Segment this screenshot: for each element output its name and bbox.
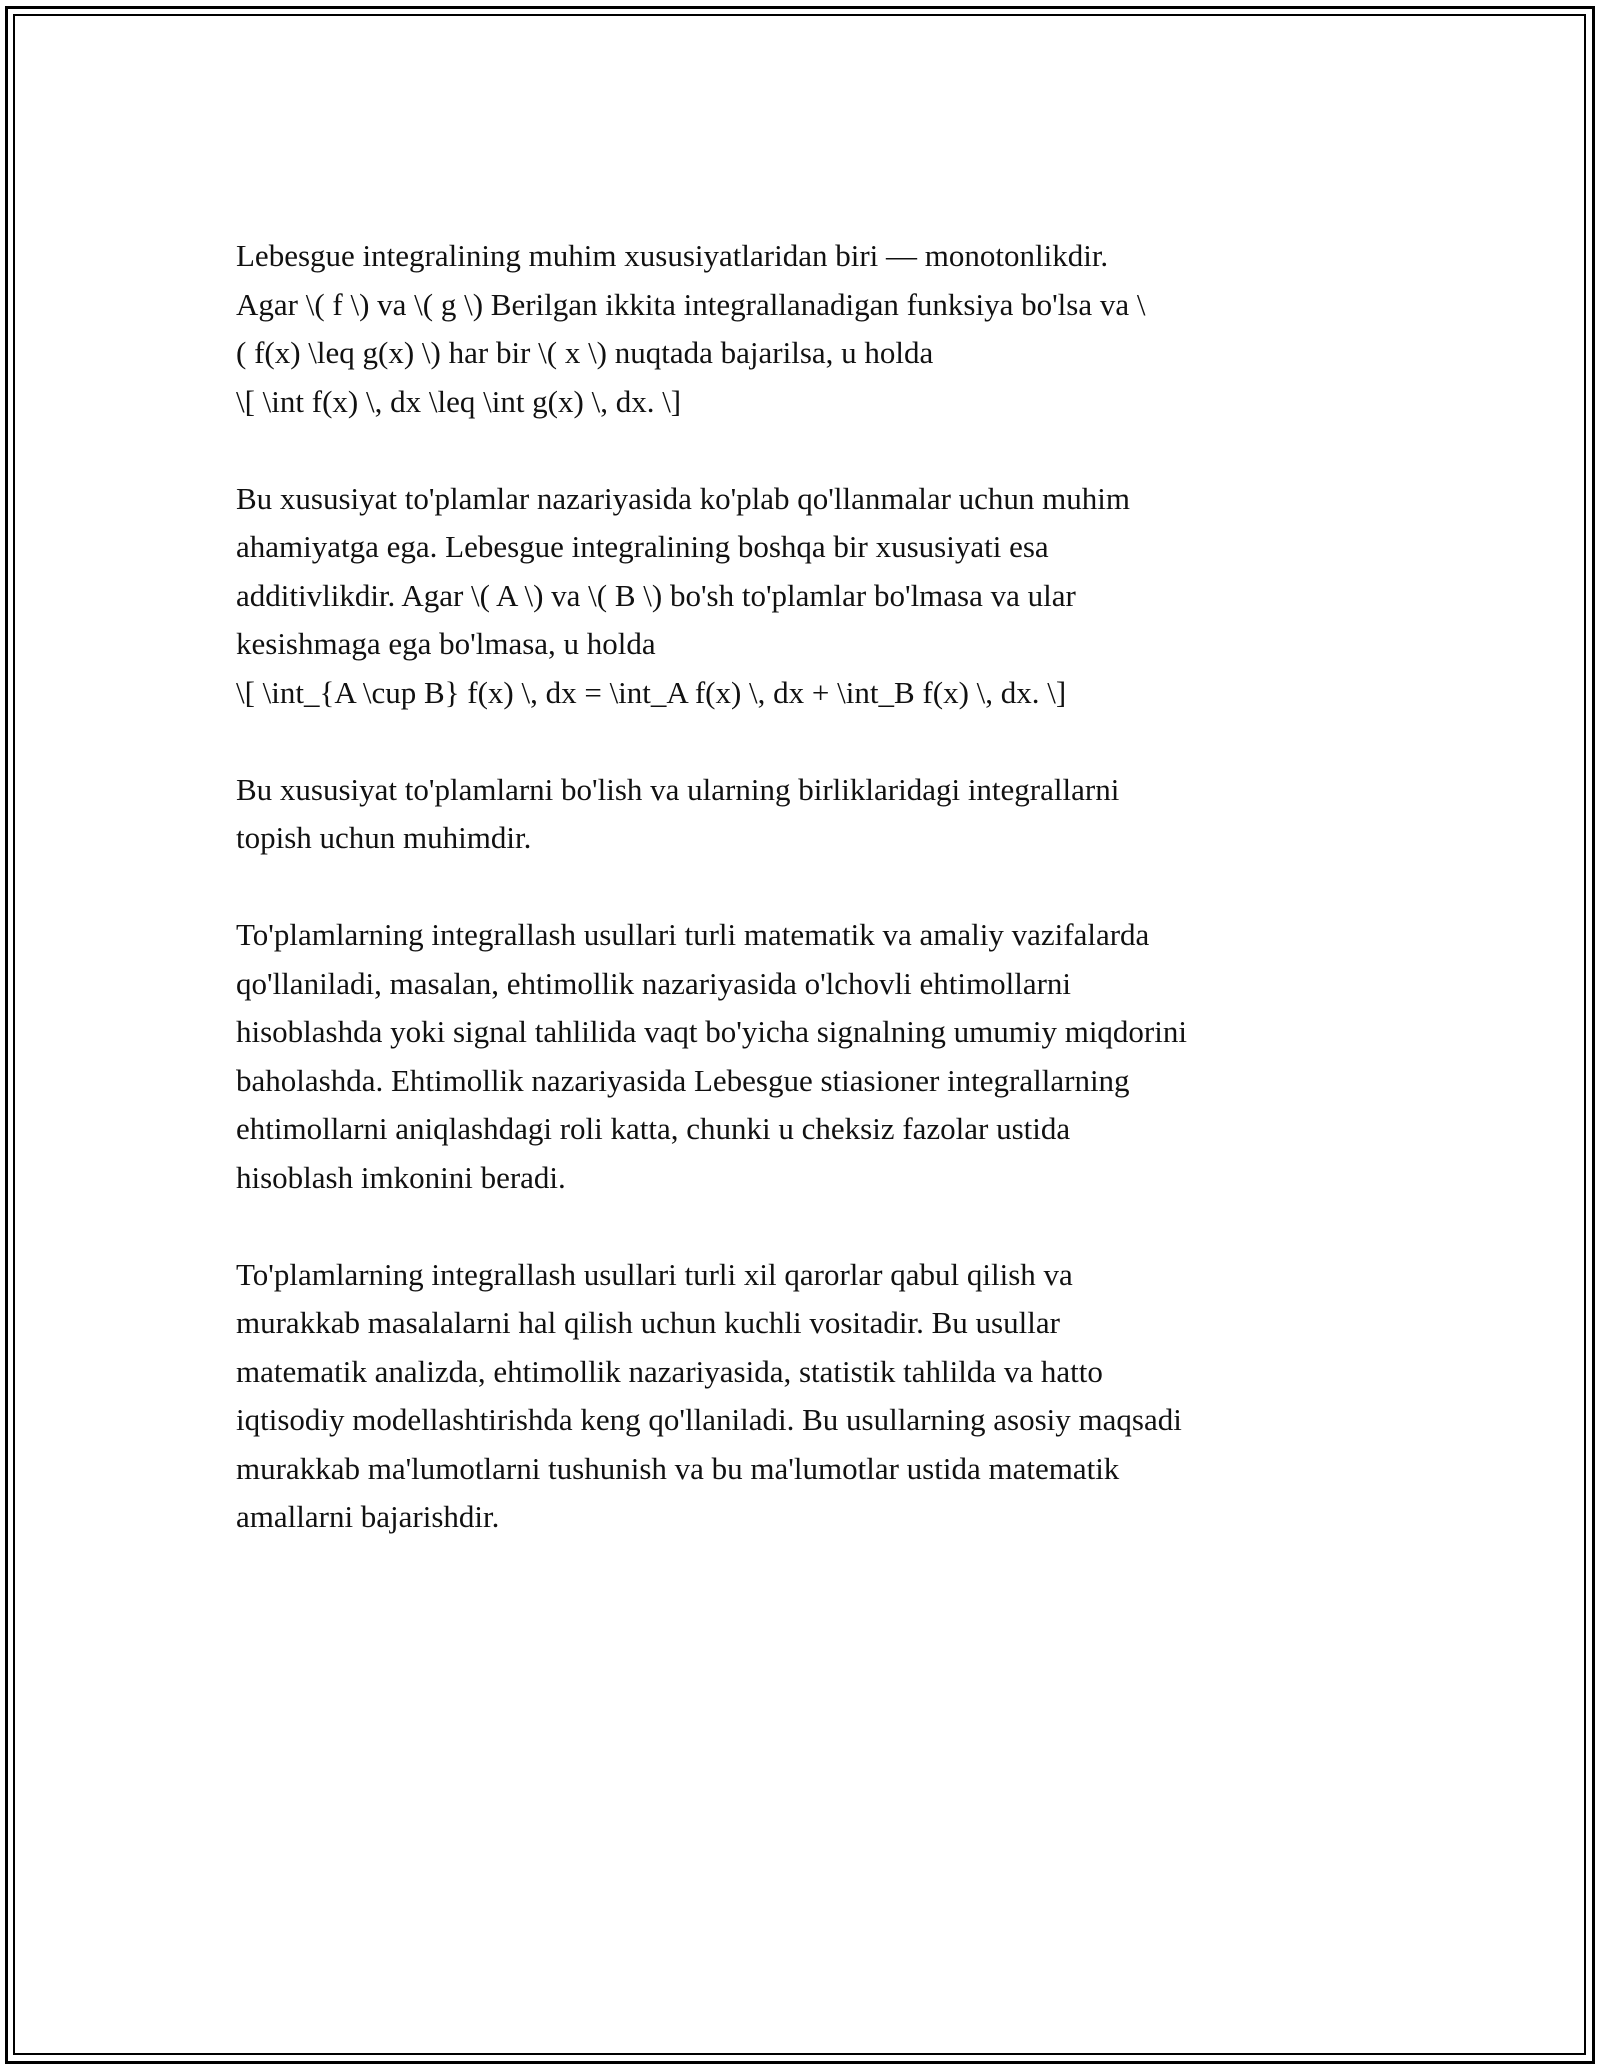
paragraph-conclusion [236, 1251, 1376, 1542]
text-line: additivlikdir. Agar \( A \) va \( B \) bo'sh to'plamlar bo'lmasa va ular [236, 577, 1076, 613]
text-line: matematik analizda, ehtimollik nazariyasida, statistik tahlilda va hatto [236, 1353, 1103, 1389]
text-line: Lebesgue integralining muhim xususiyatlaridan biri — monotonlikdir. [236, 238, 1109, 273]
paragraph-applications [236, 911, 1376, 1202]
text-line: murakkab ma'lumotlarni tushunish va bu ma'lumotlar ustida matematik [236, 1450, 1120, 1486]
text-line: topish uchun muhimdir. [236, 820, 532, 855]
document-body [236, 232, 1376, 1590]
text-line: iqtisodiy modellashtirishda keng qo'llaniladi. Bu usullarning asosiy maqsadi [236, 1402, 1182, 1437]
text-line: ( f(x) \leq g(x) \) har bir \( x \) nuqtada bajarilsa, u holda [236, 335, 934, 370]
text-line: Agar \( f \) va \( g \) Berilgan ikkita integrallanadigan funksiya bo'lsa va \ [236, 286, 1146, 322]
paragraph-monotonicity [236, 232, 1376, 426]
text-line: Bu xususiyat to'plamlarni bo'lish va ularning birliklaridagi integrallarni [236, 771, 1120, 807]
text-line: murakkab masalalarni hal qilish uchun kuchli vositadir. Bu usullar [236, 1305, 1060, 1340]
formula-line: \[ \int f(x) \, dx \leq \int g(x) \, dx. \] [236, 383, 682, 419]
text-line: To'plamlarning integrallash usullari turli xil qarorlar qabul qilish va [236, 1256, 1073, 1292]
text-line: Bu xususiyat to'plamlar nazariyasida ko'plab qo'llanmalar uchun muhim [236, 480, 1131, 516]
text-line: hisoblash imkonini beradi. [236, 1159, 566, 1195]
text-line: hisoblashda yoki signal tahlilida vaqt bo'yicha signalning umumiy miqdorini [236, 1014, 1187, 1049]
text-line: kesishmaga ega bo'lmasa, u holda [236, 626, 656, 661]
text-line: qo'llaniladi, masalan, ehtimollik nazariyasida o'lchovli ehtimollarni [236, 965, 1072, 1001]
text-line: amallarni bajarishdir. [236, 1499, 500, 1534]
text-line: baholashda. Ehtimollik nazariyasida Lebesgue stiasioner integrallarning [236, 1062, 1130, 1098]
text-line: ahamiyatga ega. Lebesgue integralining boshqa bir xususiyati esa [236, 529, 1049, 564]
text-line: ehtimollarni aniqlashdagi roli katta, chunki u cheksiz fazolar ustida [236, 1111, 1071, 1146]
formula-line: \[ \int_{A \cup B} f(x) \, dx = \int_A f(x) \, dx + \int_B f(x) \, dx. \] [236, 674, 1067, 710]
text-line: To'plamlarning integrallash usullari turli matematik va amaliy vazifalarda [236, 917, 1150, 952]
paragraph-additivity [236, 475, 1376, 718]
paragraph-importance [236, 766, 1376, 863]
